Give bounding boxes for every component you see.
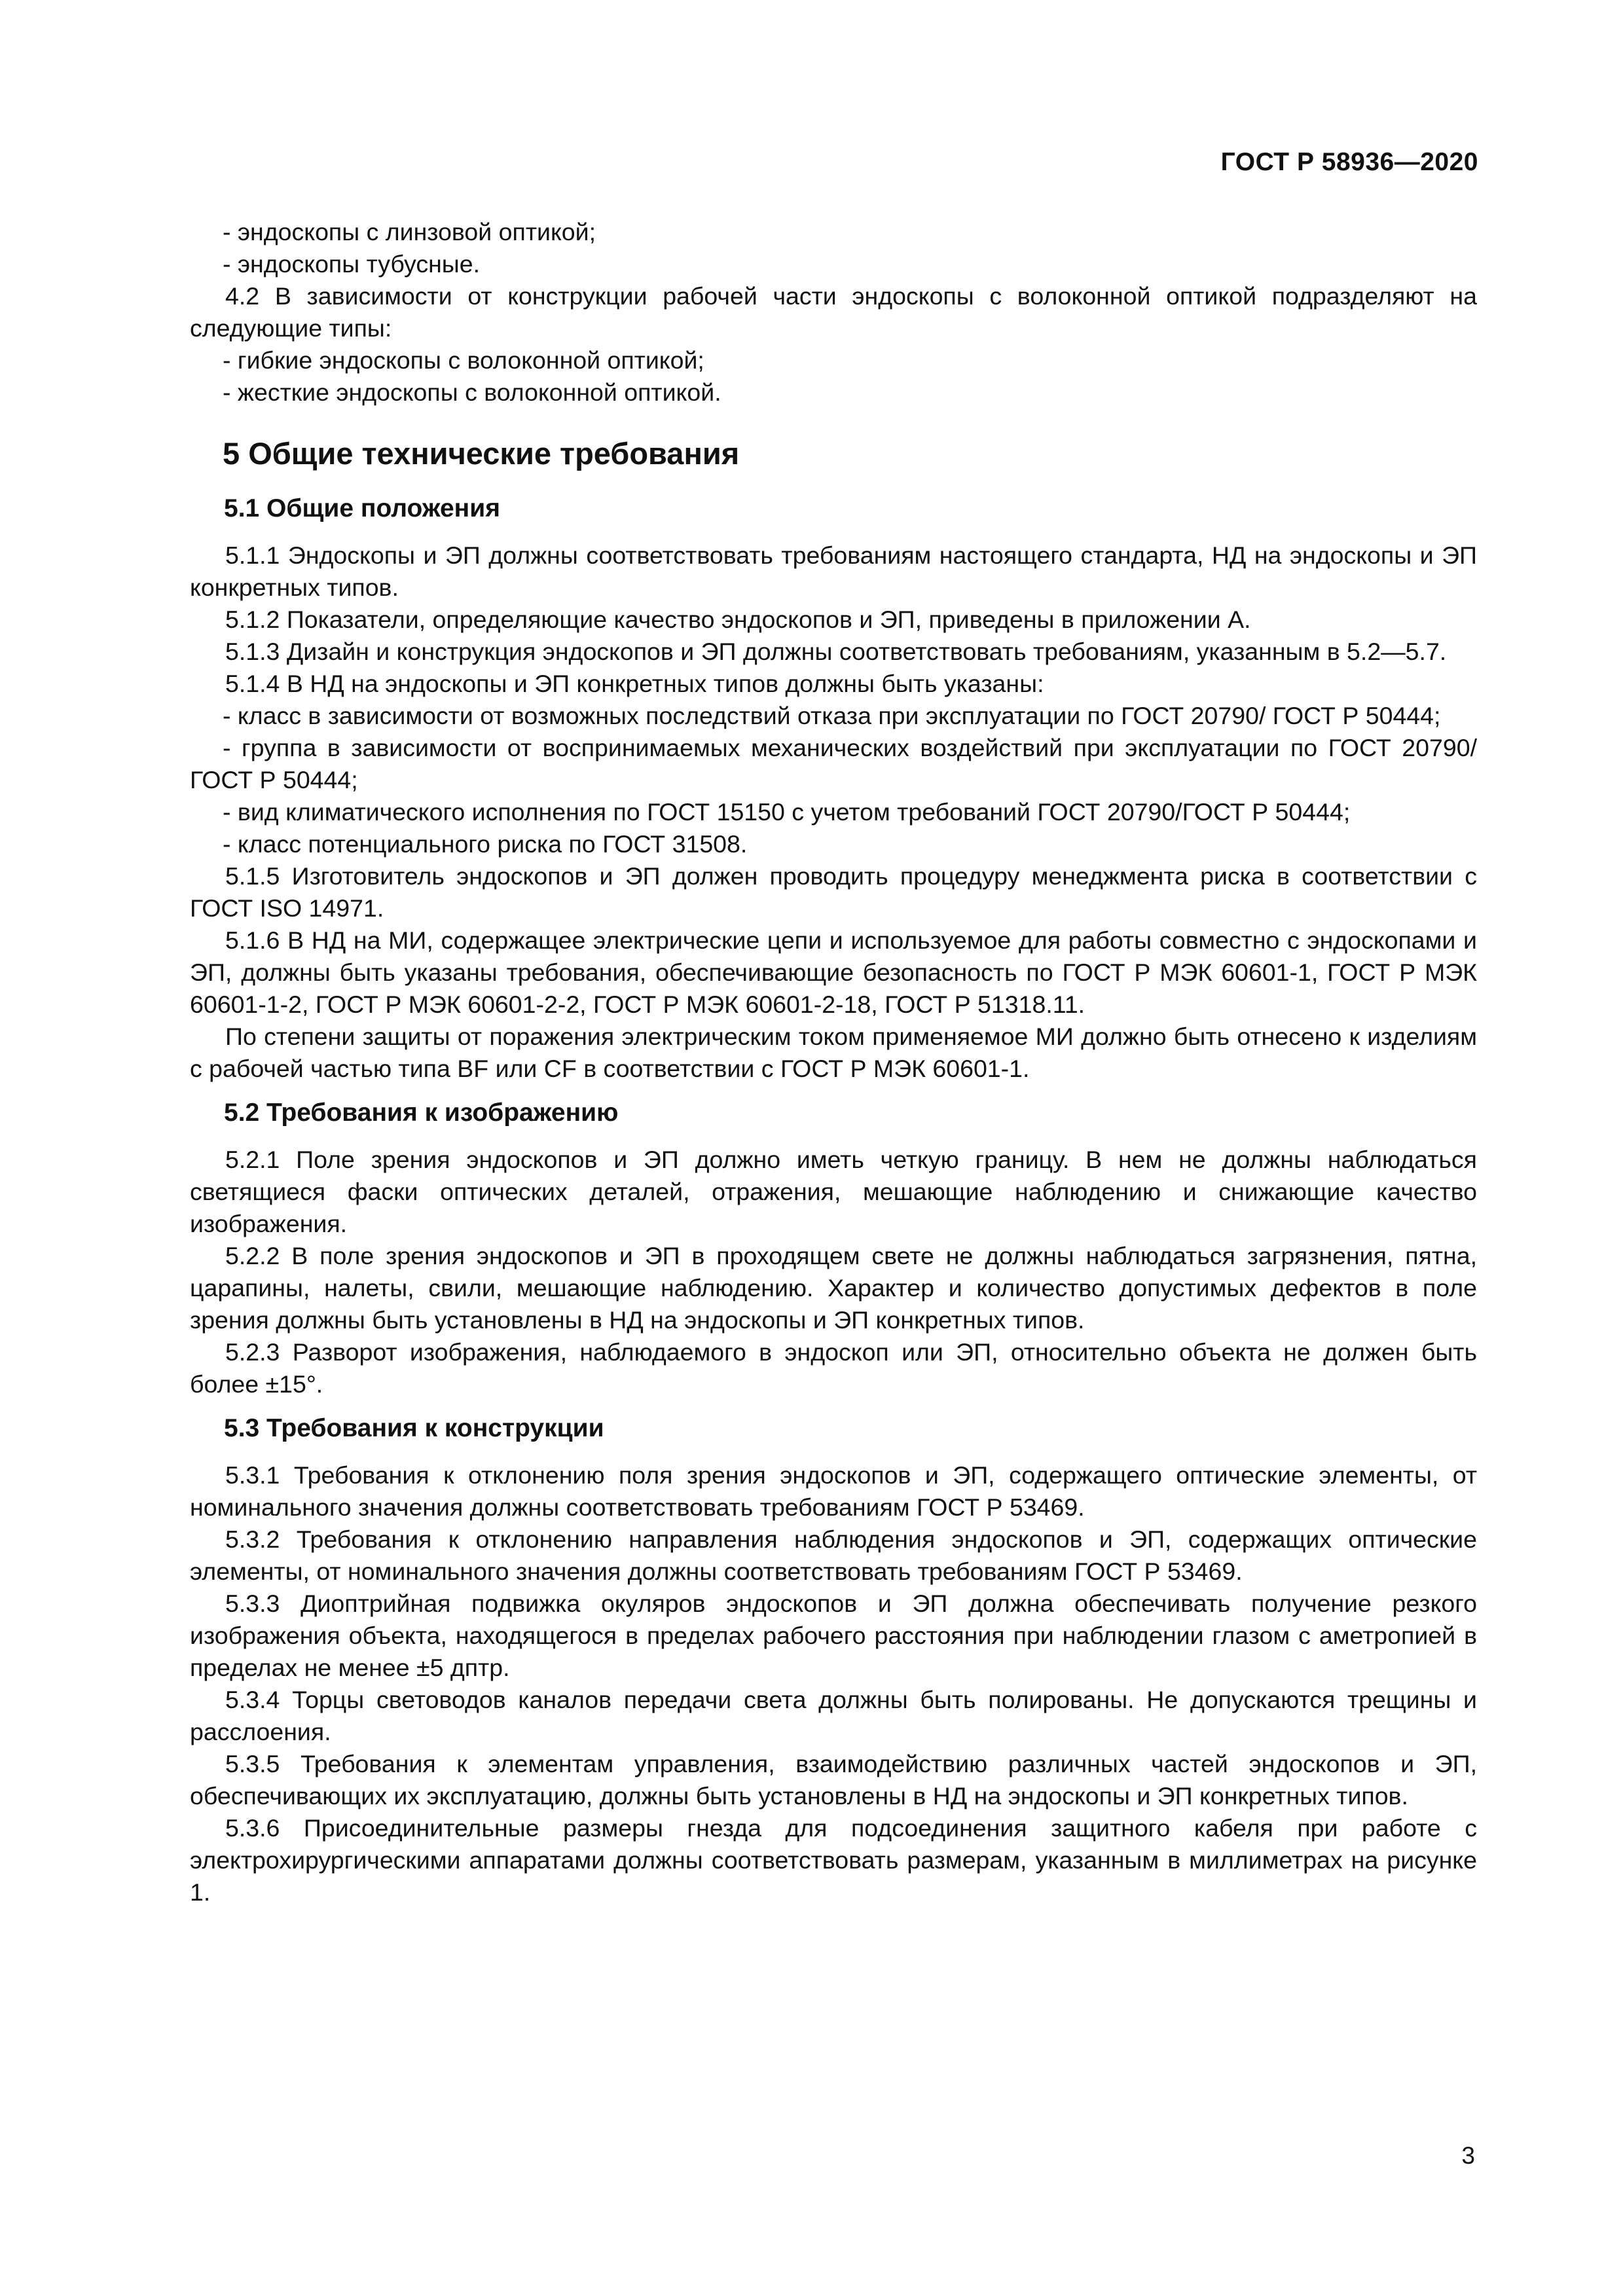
paragraph-5-1-1: 5.1.1 Эндоскопы и ЭП должны соответствовать требованиям настоящего стандарта, НД на эндоскопы и ЭП конкретных типов. (190, 541, 1477, 601)
paragraph-5-3-5: 5.3.5 Требования к элементам управления, взаимодействию различных частей эндоскопов и ЭП, обеспечивающих их эксплуатацию, должны быть установлены в НД на эндоскопы и ЭП конкретных типов. (190, 1750, 1477, 1810)
list-item: - класс потенциального риска по ГОСТ 31508. (223, 830, 748, 858)
paragraph-5-3-2: 5.3.2 Требования к отклонению направления наблюдения эндоскопов и ЭП, содержащих оптические элементы, от номинального значения должны соответствовать требованиям ГОСТ Р 53469. (190, 1525, 1477, 1585)
paragraph-5-3-3: 5.3.3 Диоптрийная подвижка окуляров эндоскопов и ЭП должна обеспечивать получение резкого изображения объекта, находящегося в пределах рабочего расстояния при наблюдении глазом с аметропией в пределах не менее ±5 дптр. (190, 1590, 1477, 1681)
list-item: - класс в зависимости от возможных последствий отказа при эксплуатации по ГОСТ 20790/ ГОСТ Р 50444; (223, 702, 1441, 729)
list-item: - гибкие эндоскопы с волоконной оптикой; (223, 346, 704, 374)
paragraph-5-2-3: 5.2.3 Разворот изображения, наблюдаемого в эндоскоп или ЭП, относительно объекта не должен быть более ±15°. (190, 1338, 1477, 1398)
paragraph-5-3-1: 5.3.1 Требования к отклонению поля зрения эндоскопов и ЭП, содержащего оптические элементы, от номинального значения должны соответствовать требованиям ГОСТ Р 53469. (190, 1461, 1477, 1521)
paragraph-5-1-4: 5.1.4 В НД на эндоскопы и ЭП конкретных типов должны быть указаны: (225, 670, 1044, 697)
paragraph-5-1-5: 5.1.5 Изготовитель эндоскопов и ЭП должен проводить процедуру менеджмента риска в соответствии с ГОСТ ISO 14971. (190, 862, 1477, 922)
paragraph-5-1-3: 5.1.3 Дизайн и конструкция эндоскопов и ЭП должны соответствовать требованиям, указанным в 5.2—5.7. (225, 638, 1447, 665)
document-code-header: ГОСТ Р 58936—2020 (1220, 148, 1478, 176)
subsection-5-3-heading: 5.3 Требования к конструкции (224, 1414, 604, 1442)
paragraph-5-2-2: 5.2.2 В поле зрения эндоскопов и ЭП в проходящем свете не должны наблюдаться загрязнения, пятна, царапины, налеты, свили, мешающие наблюдению. Характер и количество допустимых дефектов в поле зрения должны быть установлены в НД на эндоскопы и ЭП конкретных типов. (190, 1242, 1477, 1334)
paragraph-4-2: 4.2 В зависимости от конструкции рабочей части эндоскопы с волоконной оптикой подразделяют на следующие типы: (190, 282, 1477, 342)
list-item: - жесткие эндоскопы с волоконной оптикой. (223, 378, 721, 406)
paragraph-5-1-2: 5.1.2 Показатели, определяющие качество эндоскопов и ЭП, приведены в приложении А. (225, 606, 1251, 633)
paragraph-5-1-6-continued: По степени защиты от поражения электрическим током применяемое МИ должно быть отнесено к изделиям с рабочей частью типа BF или CF в соответствии с ГОСТ Р МЭК 60601-1. (190, 1023, 1477, 1082)
subsection-5-1-heading: 5.1 Общие положения (224, 494, 500, 522)
document-body (190, 216, 1477, 1908)
list-item: - вид климатического исполнения по ГОСТ 15150 с учетом требований ГОСТ 20790/ГОСТ Р 50444; (223, 798, 1351, 826)
page-number: 3 (1461, 2142, 1475, 2169)
paragraph-5-3-6: 5.3.6 Присоединительные размеры гнезда для подсоединения защитного кабеля при работе с электрохирургическими аппаратами должны соответствовать размерам, указанным в миллиметрах на рисунке 1. (190, 1814, 1477, 1906)
paragraph-5-3-4: 5.3.4 Торцы световодов каналов передачи света должны быть полированы. Не допускаются трещины и расслоения. (190, 1686, 1477, 1745)
list-item: - группа в зависимости от воспринимаемых механических воздействий при эксплуатации по ГОСТ 20790/ГОСТ Р 50444; (190, 734, 1477, 793)
list-item: - эндоскопы тубусные. (223, 250, 481, 278)
paragraph-5-2-1: 5.2.1 Поле зрения эндоскопов и ЭП должно иметь четкую границу. В нем не должны наблюдаться светящиеся фаски оптических деталей, отражения, мешающие наблюдению и снижающие качество изображения. (190, 1146, 1477, 1237)
paragraph-5-1-6: 5.1.6 В НД на МИ, содержащее электрические цепи и используемое для работы совместно с эндоскопами и ЭП, должны быть указаны требования, обеспечивающие безопасность по ГОСТ Р МЭК 60601-1, ГОСТ Р МЭК 60601-1-2, ГОСТ Р МЭК 60601-2-2, ГОСТ Р МЭК 60601-2-18, ГОСТ Р 51318.11. (190, 926, 1477, 1018)
section-5-heading: 5 Общие технические требования (223, 436, 740, 471)
list-item: - эндоскопы с линзовой оптикой; (223, 218, 596, 246)
subsection-5-2-heading: 5.2 Требования к изображению (224, 1099, 619, 1127)
